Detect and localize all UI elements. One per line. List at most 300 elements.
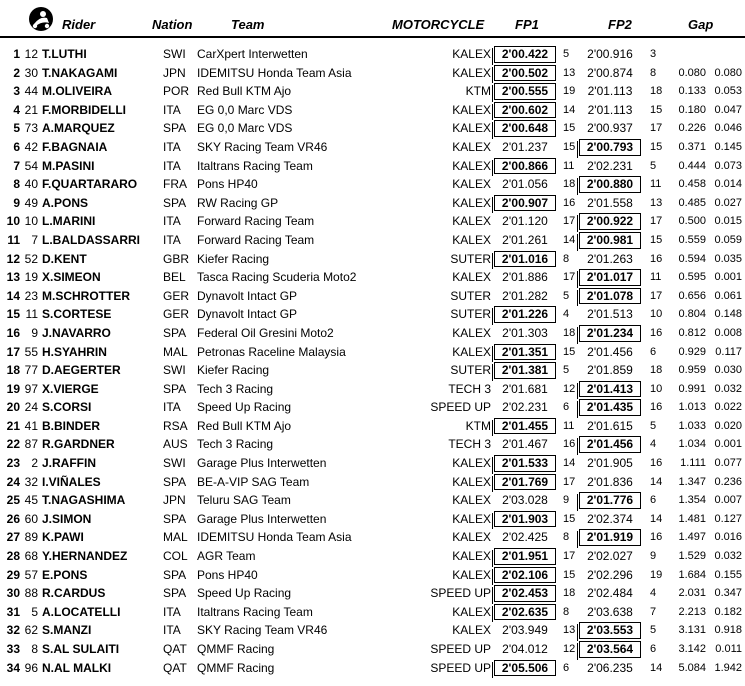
fp1-lap: 17 xyxy=(563,475,576,488)
nation: JPN xyxy=(163,65,186,80)
rider-name: S.AL SULAITI xyxy=(42,642,120,656)
fp1-time: 2'03.949 xyxy=(502,623,548,638)
rider-number: 96 xyxy=(24,660,38,675)
nation: BEL xyxy=(163,270,186,285)
position: 25 xyxy=(6,493,20,508)
fp2-lap: 11 xyxy=(650,178,662,191)
rider-name: B.BINDER xyxy=(42,418,101,433)
fp2-lap: 18 xyxy=(650,364,663,377)
fp1-time: 2'01.282 xyxy=(502,288,548,303)
gap-to-previous: 0.148 xyxy=(714,308,742,321)
rider-name: E.PONS xyxy=(42,567,88,582)
motorcycle: KALEX xyxy=(452,270,491,285)
fp1-time: 2'00.502 xyxy=(495,64,555,83)
position: 30 xyxy=(6,586,20,601)
fp1-lap: 18 xyxy=(563,326,576,339)
team-name: Garage Plus Interwetten xyxy=(197,456,327,471)
header-fp2: FP2 xyxy=(608,17,632,32)
fp1-lap: 14 xyxy=(563,103,576,116)
gap-to-previous: 1.942 xyxy=(714,661,742,674)
fp1-lap: 5 xyxy=(563,364,570,377)
fp1-time: 2'02.453 xyxy=(495,584,555,603)
rider-number: 41 xyxy=(24,418,38,433)
gap-to-first: 0.080 xyxy=(678,66,706,79)
fp1-lap: 14 xyxy=(563,457,576,470)
rider-name: I.VIÑALES xyxy=(42,474,101,489)
team-name: EG 0,0 Marc VDS xyxy=(197,121,293,136)
gap-to-first: 0.500 xyxy=(678,215,706,228)
fp2-lap: 17 xyxy=(650,122,663,135)
fp2-time: 2'01.776 xyxy=(580,491,640,510)
fp2-time: 2'02.374 xyxy=(587,511,633,526)
position: 2 xyxy=(13,65,20,80)
gap-to-previous: 0.918 xyxy=(714,624,742,637)
position: 34 xyxy=(6,660,20,675)
fp2-time: 2'01.413 xyxy=(580,380,640,399)
gap-to-previous: 0.080 xyxy=(714,66,742,79)
table-row xyxy=(0,212,745,231)
table-row xyxy=(0,454,745,473)
rider-name: T.NAKAGAMI xyxy=(42,65,118,80)
rider-name: X.SIMEON xyxy=(42,270,101,285)
gap-to-first: 1.034 xyxy=(678,438,706,451)
fp1-time: 2'01.303 xyxy=(502,325,548,340)
gap-to-first: 1.354 xyxy=(678,494,706,507)
fp1-lap: 8 xyxy=(563,605,570,618)
rider-number: 45 xyxy=(24,493,38,508)
motorcycle: KALEX xyxy=(452,102,491,117)
team-name: Red Bull KTM Ajo xyxy=(197,84,292,99)
rider-name: J.SIMON xyxy=(42,511,92,526)
fp1-time: 2'01.769 xyxy=(495,473,555,492)
nation: SWI xyxy=(163,363,186,378)
table-row xyxy=(0,473,745,492)
position: 26 xyxy=(6,511,20,526)
position: 5 xyxy=(13,121,20,136)
nation: ITA xyxy=(163,102,181,117)
rider-number: 49 xyxy=(24,195,38,210)
rider-name: A.MARQUEZ xyxy=(42,121,115,136)
nation: SPA xyxy=(163,325,187,340)
fp1-lap: 16 xyxy=(563,438,576,451)
table-row xyxy=(0,621,745,640)
fp1-time: 2'00.907 xyxy=(495,194,555,213)
team-name: Petronas Raceline Malaysia xyxy=(197,344,346,359)
table-row xyxy=(0,380,745,399)
nation: ITA xyxy=(163,158,181,173)
fp2-lap: 16 xyxy=(650,457,663,470)
nation: ITA xyxy=(163,232,181,247)
rider-number: 62 xyxy=(24,623,38,638)
fp1-lap: 11 xyxy=(563,419,575,432)
fp2-lap: 16 xyxy=(650,401,663,414)
nation: AUS xyxy=(163,437,188,452)
table-row xyxy=(0,231,745,250)
fp1-time: 2'01.951 xyxy=(495,547,555,566)
motorcycle: KALEX xyxy=(452,567,491,582)
nation: SWI xyxy=(163,47,186,61)
gap-to-previous: 0.016 xyxy=(714,531,742,544)
team-name: Tech 3 Racing xyxy=(197,437,274,452)
fp1-lap: 8 xyxy=(563,531,570,544)
position: 22 xyxy=(6,437,20,452)
fp2-lap: 3 xyxy=(650,48,657,60)
rider-number: 30 xyxy=(24,65,38,80)
rider-number: 54 xyxy=(24,158,38,173)
fp2-lap: 4 xyxy=(650,587,657,600)
rider-name: S.MANZI xyxy=(42,623,92,638)
fp2-lap: 15 xyxy=(650,140,663,153)
table-row xyxy=(0,659,745,678)
rider-name: F.BAGNAIA xyxy=(42,139,108,154)
results-table xyxy=(0,45,745,677)
fp1-lap: 12 xyxy=(563,643,576,655)
motorcycle: KALEX xyxy=(452,623,491,638)
fp1-lap: 16 xyxy=(563,196,576,209)
fp2-lap: 14 xyxy=(650,512,663,525)
motorcycle: KALEX xyxy=(452,195,491,210)
fp1-time: 2'01.903 xyxy=(495,510,555,529)
rider-number: 40 xyxy=(24,177,38,192)
fp1-time: 2'01.886 xyxy=(502,270,548,285)
fp1-lap: 5 xyxy=(563,48,570,60)
fp1-time: 2'01.455 xyxy=(495,417,555,436)
fp1-lap: 13 xyxy=(563,66,576,79)
nation: ITA xyxy=(163,400,181,415)
motorcycle: KALEX xyxy=(452,511,491,526)
fp2-time: 2'02.231 xyxy=(587,158,633,173)
position: 12 xyxy=(6,251,20,266)
fp1-lap: 4 xyxy=(563,308,570,321)
team-name: AGR Team xyxy=(197,549,256,564)
gap-to-previous: 0.236 xyxy=(714,475,742,488)
fp2-time: 2'03.564 xyxy=(580,640,640,659)
position: 1 xyxy=(13,47,20,61)
fp1-lap: 15 xyxy=(563,140,576,153)
rider-name: K.PAWI xyxy=(42,530,84,545)
fp2-lap: 5 xyxy=(650,419,657,432)
nation: GBR xyxy=(163,251,190,266)
fp2-lap: 17 xyxy=(650,215,663,228)
team-name: Red Bull KTM Ajo xyxy=(197,418,292,433)
rider-name: F.MORBIDELLI xyxy=(42,102,126,117)
table-row xyxy=(0,305,745,324)
team-name: SKY Racing Team VR46 xyxy=(197,623,328,638)
table-row xyxy=(0,194,745,213)
fp2-time: 2'01.263 xyxy=(587,251,633,266)
position: 18 xyxy=(6,363,20,378)
fp1-time: 2'01.351 xyxy=(495,343,555,362)
rider-number: 9 xyxy=(31,325,38,340)
fp2-time: 2'01.836 xyxy=(587,474,633,489)
rider-number: 42 xyxy=(24,139,38,154)
nation: ITA xyxy=(163,139,181,154)
fp2-lap: 15 xyxy=(650,103,663,116)
team-name: IDEMITSU Honda Team Asia xyxy=(197,65,352,80)
rider-number: 60 xyxy=(24,511,38,526)
gap-to-first: 2.213 xyxy=(678,605,706,618)
gap-to-previous: 0.035 xyxy=(714,252,742,265)
table-row xyxy=(0,64,745,83)
fp1-lap: 15 xyxy=(563,568,576,581)
rider-name: L.MARINI xyxy=(42,214,96,229)
gap-to-first: 0.180 xyxy=(678,103,706,116)
nation: SPA xyxy=(163,474,187,489)
fp2-lap: 7 xyxy=(650,605,657,618)
fp2-lap: 15 xyxy=(650,233,663,246)
fp1-lap: 13 xyxy=(563,624,576,637)
fp1-lap: 15 xyxy=(563,122,576,135)
header-team: Team xyxy=(231,17,265,32)
fp2-time: 2'00.874 xyxy=(587,65,633,80)
header-divider xyxy=(0,36,745,38)
gap-to-first: 0.226 xyxy=(678,122,706,135)
fp2-time: 2'01.615 xyxy=(587,418,633,433)
position: 8 xyxy=(13,177,20,192)
rider-name: J.RAFFIN xyxy=(42,456,96,471)
rider-number: 12 xyxy=(24,47,38,61)
gap-to-first: 2.031 xyxy=(678,587,706,600)
motorcycle: TECH 3 xyxy=(448,437,491,452)
fp2-time: 2'01.456 xyxy=(580,435,640,454)
nation: SPA xyxy=(163,586,187,601)
rider-name: F.QUARTARARO xyxy=(42,177,138,192)
rider-number: 57 xyxy=(24,567,38,582)
rider-name: A.LOCATELLI xyxy=(42,604,121,619)
gap-to-previous: 0.117 xyxy=(715,345,742,358)
table-row xyxy=(0,584,745,603)
gap-to-previous: 0.061 xyxy=(714,289,742,302)
fp1-lap: 19 xyxy=(563,85,576,98)
gap-to-previous: 0.059 xyxy=(714,233,742,246)
fp1-time: 2'01.533 xyxy=(495,454,555,473)
rider-name: D.AEGERTER xyxy=(42,363,121,378)
position: 9 xyxy=(13,195,20,210)
rider-name: M.PASINI xyxy=(42,158,95,173)
team-name: CarXpert Interwetten xyxy=(197,47,308,61)
motorcycle: SPEED UP xyxy=(430,660,491,675)
team-name: Italtrans Racing Team xyxy=(197,158,313,173)
motorcycle: KALEX xyxy=(452,549,491,564)
position: 13 xyxy=(6,270,20,285)
position: 17 xyxy=(6,344,20,359)
rider-number: 73 xyxy=(24,121,38,136)
fp1-lap: 14 xyxy=(563,233,576,246)
gap-to-first: 1.347 xyxy=(678,475,706,488)
team-name: QMMF Racing xyxy=(197,660,275,675)
motorcycle: SPEED UP xyxy=(430,642,491,656)
fp1-lap: 17 xyxy=(563,550,576,563)
table-header xyxy=(0,0,745,38)
gap-to-previous: 0.145 xyxy=(714,140,742,153)
rider-number: 2 xyxy=(31,456,38,471)
rider-name: R.GARDNER xyxy=(42,437,115,452)
rider-name: J.NAVARRO xyxy=(42,325,111,340)
table-row xyxy=(0,361,745,380)
rider-name: S.CORSI xyxy=(42,400,92,415)
fp2-lap: 16 xyxy=(650,326,663,339)
motorcycle: KALEX xyxy=(452,474,491,489)
motorcycle: TECH 3 xyxy=(448,381,491,396)
team-name: Kiefer Racing xyxy=(197,251,270,266)
motorcycle: SUTER xyxy=(450,288,491,303)
fp2-time: 2'00.981 xyxy=(580,231,640,250)
position: 20 xyxy=(6,400,20,415)
header-gap: Gap xyxy=(688,17,714,32)
table-row xyxy=(0,101,745,120)
table-row xyxy=(0,82,745,101)
nation: QAT xyxy=(163,642,187,656)
position: 7 xyxy=(13,158,20,173)
rider-number: 5 xyxy=(31,604,38,619)
gap-to-first: 0.371 xyxy=(678,140,706,153)
team-name: Forward Racing Team xyxy=(197,214,315,229)
table-row xyxy=(0,547,745,566)
fp1-lap: 18 xyxy=(563,178,576,191)
fp2-time: 2'06.235 xyxy=(587,660,633,675)
fp2-time: 2'01.234 xyxy=(580,324,640,343)
gap-to-first: 0.991 xyxy=(678,382,706,395)
fp1-time: 2'01.237 xyxy=(502,139,548,154)
fp2-lap: 6 xyxy=(650,345,657,358)
gap-to-previous: 0.020 xyxy=(714,419,742,432)
position: 16 xyxy=(6,325,20,340)
nation: SPA xyxy=(163,121,187,136)
position: 15 xyxy=(6,307,20,322)
nation: SPA xyxy=(163,381,187,396)
position: 21 xyxy=(6,418,20,433)
motorcycle: KALEX xyxy=(452,139,491,154)
gap-to-first: 0.485 xyxy=(678,196,706,209)
fp1-lap: 9 xyxy=(563,494,570,507)
motorcycle: KALEX xyxy=(452,121,491,136)
nation: ITA xyxy=(163,214,181,229)
rider-number: 89 xyxy=(24,530,38,545)
fp2-time: 2'03.553 xyxy=(580,621,640,640)
fp1-time: 2'02.635 xyxy=(495,603,555,622)
motorcycle: KALEX xyxy=(452,65,491,80)
fp2-time: 2'01.859 xyxy=(587,363,633,378)
rider-number: 10 xyxy=(24,214,38,229)
motorcycle: KTM xyxy=(465,418,491,433)
nation: SPA xyxy=(163,511,187,526)
table-row xyxy=(0,287,745,306)
gap-to-previous: 0.073 xyxy=(714,159,742,172)
fp1-time: 2'02.106 xyxy=(495,566,555,585)
gap-to-previous: 0.008 xyxy=(714,326,742,339)
fp2-time: 2'01.113 xyxy=(587,84,633,99)
rider-name: L.BALDASSARRI xyxy=(42,232,140,247)
gap-to-previous: 0.032 xyxy=(714,550,742,563)
gap-to-first: 0.133 xyxy=(678,85,706,98)
position: 11 xyxy=(7,232,20,247)
nation: MAL xyxy=(163,530,188,545)
table-row xyxy=(0,250,745,269)
fp2-lap: 18 xyxy=(650,85,663,98)
header-rider: Rider xyxy=(62,17,96,32)
header-motorcycle: MOTORCYCLE xyxy=(392,17,485,32)
gap-to-previous: 0.001 xyxy=(714,271,742,284)
fp1-time: 2'01.016 xyxy=(495,250,555,269)
table-row xyxy=(0,138,745,157)
fp2-time: 2'01.435 xyxy=(580,398,640,417)
position: 28 xyxy=(6,549,20,564)
rider-number: 77 xyxy=(24,363,38,378)
nation: COL xyxy=(163,549,188,564)
position: 33 xyxy=(6,642,20,656)
motorcycle: KALEX xyxy=(452,177,491,192)
nation: MAL xyxy=(163,344,188,359)
fp1-time: 2'05.506 xyxy=(495,659,555,678)
fp2-lap: 9 xyxy=(650,550,657,563)
fp2-lap: 5 xyxy=(650,159,657,172)
fp2-lap: 19 xyxy=(650,568,663,581)
rider-number: 88 xyxy=(24,586,38,601)
motorcycle: KALEX xyxy=(452,456,491,471)
team-name: BE-A-VIP SAG Team xyxy=(197,474,310,489)
gap-to-previous: 0.077 xyxy=(714,457,742,470)
fp2-time: 2'02.027 xyxy=(587,549,633,564)
gap-to-first: 1.033 xyxy=(678,419,706,432)
team-name: QMMF Racing xyxy=(197,642,275,656)
fp1-lap: 6 xyxy=(563,661,570,674)
fp2-lap: 5 xyxy=(650,624,657,637)
team-name: Teluru SAG Team xyxy=(197,493,291,508)
nation: SPA xyxy=(163,567,187,582)
rider-name: M.OLIVEIRA xyxy=(42,84,113,99)
gap-to-first: 1.481 xyxy=(678,512,706,525)
position: 3 xyxy=(13,84,20,99)
fp2-lap: 6 xyxy=(650,494,657,507)
fp1-time: 2'01.056 xyxy=(502,177,548,192)
fp2-time: 2'03.638 xyxy=(587,604,633,619)
nation: GER xyxy=(163,288,190,303)
rider-name: H.SYAHRIN xyxy=(42,344,107,359)
fp2-lap: 4 xyxy=(650,438,657,451)
team-name: Speed Up Racing xyxy=(197,400,292,415)
motorcycle: KALEX xyxy=(452,325,491,340)
position: 32 xyxy=(6,623,20,638)
team-name: SKY Racing Team VR46 xyxy=(197,139,328,154)
fp1-time: 2'04.012 xyxy=(502,642,548,656)
position: 10 xyxy=(6,214,20,229)
nation: ITA xyxy=(163,604,181,619)
fp2-lap: 16 xyxy=(650,531,663,544)
fp2-time: 2'00.922 xyxy=(580,212,640,231)
team-name: Pons HP40 xyxy=(197,177,258,192)
gap-to-previous: 0.046 xyxy=(714,122,742,135)
fp1-time: 2'01.381 xyxy=(495,361,555,380)
fp2-time: 2'02.484 xyxy=(587,586,633,601)
table-row xyxy=(0,343,745,362)
rider-number: 19 xyxy=(24,270,38,285)
fp2-time: 2'01.456 xyxy=(587,344,633,359)
fp1-time: 2'01.226 xyxy=(495,305,555,324)
table-row xyxy=(0,45,745,64)
motorcycle: KALEX xyxy=(452,344,491,359)
team-name: Garage Plus Interwetten xyxy=(197,511,327,526)
fp1-time: 2'02.231 xyxy=(502,400,548,415)
table-row xyxy=(0,528,745,547)
fp1-lap: 5 xyxy=(563,289,570,302)
rider-number: 21 xyxy=(24,102,38,117)
rider-number: 87 xyxy=(24,437,38,452)
position: 14 xyxy=(6,288,20,303)
fp2-lap: 8 xyxy=(650,66,657,79)
fp1-time: 2'00.555 xyxy=(495,82,555,101)
fp2-lap: 11 xyxy=(650,271,662,284)
gap-to-first: 0.594 xyxy=(678,252,706,265)
